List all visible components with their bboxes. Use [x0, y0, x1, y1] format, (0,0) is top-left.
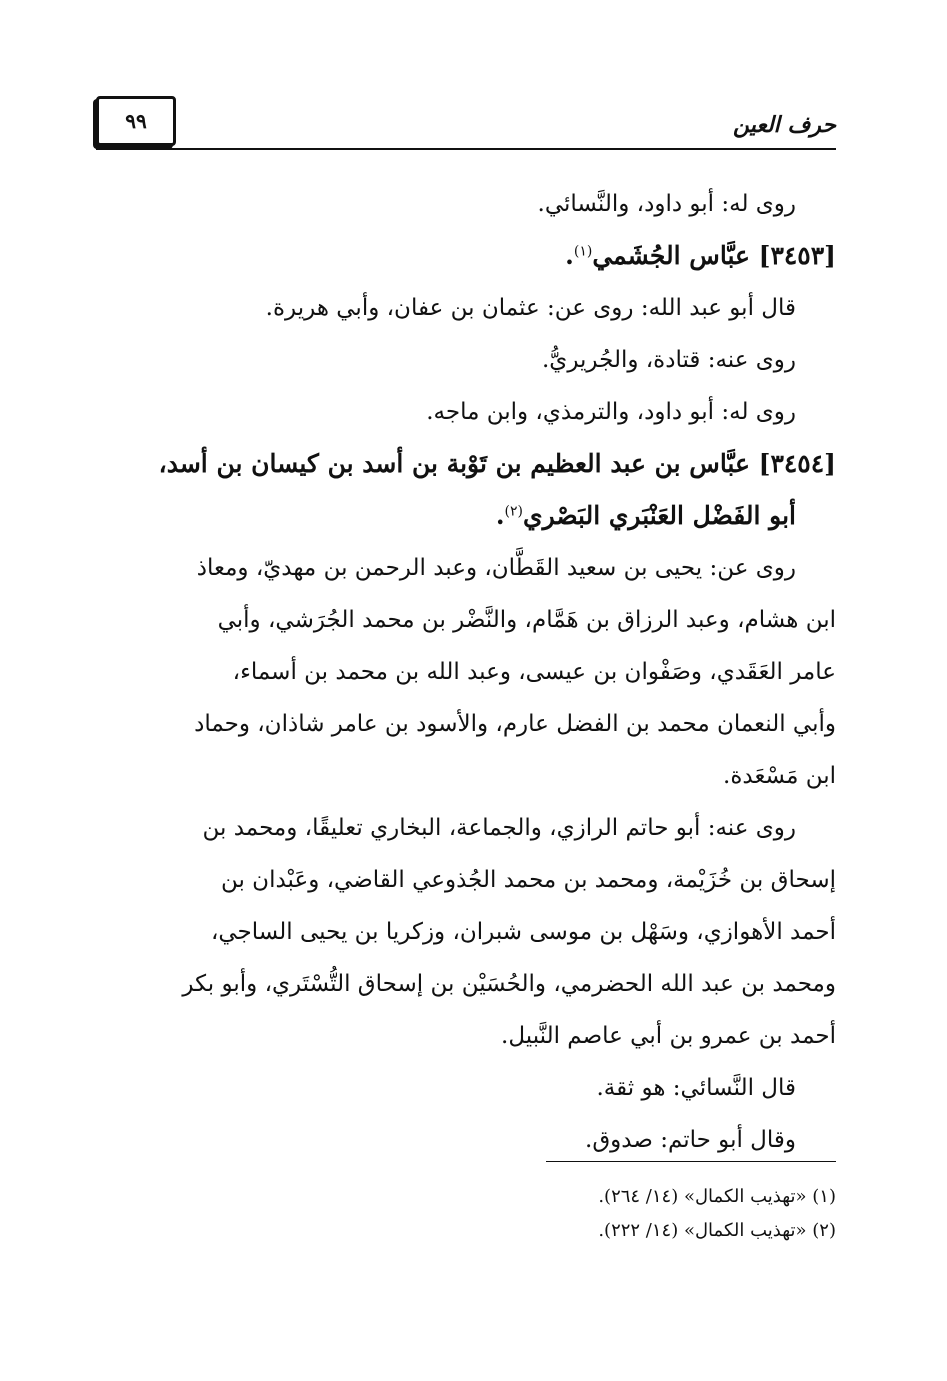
text-line: ومحمد بن عبد الله الحضرمي، والحُسَيْن بن إسحاق التُّسْتَري، وأبو بكر [182, 971, 836, 997]
text-line: إسحاق بن خُزَيْمة، ومحمد بن محمد الجُذوعي القاضي، وعَبْدان بن [220, 867, 836, 893]
entry-title: [٣٤٥٤] عبَّاس بن عبد العظيم بن تَوْبة بن أسد بن كيسان بن أسد، [158, 449, 836, 478]
text-line: قال النَّسائي: هو ثقة. [596, 1075, 796, 1101]
text-line: أحمد بن عمرو بن أبي عاصم النَّبيل. [501, 1023, 836, 1049]
text-line: روى له: أبو داود، والنَّسائي. [537, 191, 796, 217]
footnote-2: (٢) «تهذيب الكمال» (١٤/ ٢٢٢). [598, 1220, 836, 1241]
text-line: روى عنه: قتادة، والجُريريُّ. [542, 347, 796, 373]
page-body [96, 178, 836, 1166]
entry-title: [٣٤٥٣] عبَّاس الجُشَمي [592, 241, 836, 270]
header-rule [96, 148, 836, 150]
entry-title-cont: أبو الفَضْل العَنْبَري البَصْري [523, 501, 796, 530]
footnote-marker: (١) [573, 243, 593, 260]
text-line: وقال أبو حاتم: صدوق. [585, 1127, 796, 1153]
text-line: روى عن: يحيى بن سعيد القَطَّان، وعبد الرحمن بن مهديّ، ومعاذ [196, 555, 796, 581]
text-line: قال أبو عبد الله: روى عن: عثمان بن عفان، وأبي هريرة. [265, 295, 796, 321]
chapter-title: حرف العين [732, 112, 836, 138]
text-line: أحمد الأهوازي، وسَهْل بن موسى شبران، وزكريا بن يحيى الساجي، [210, 919, 836, 945]
entry-heading-3454 [96, 438, 836, 490]
text-line: عامر العَقَدي، وصَفْوان بن عيسى، وعبد الله بن محمد بن أسماء، [232, 659, 836, 685]
text-line: ابن مَسْعَدة. [723, 763, 836, 789]
text-line: روى عنه: أبو حاتم الرازي، والجماعة، البخاري تعليقًا، ومحمد بن [202, 815, 796, 841]
entry-heading-3453 [96, 230, 836, 282]
text-line: ابن هشام، وعبد الرزاق بن هَمَّام، والنَّضْر بن محمد الجُرَشي، وأبي [217, 607, 836, 633]
entry-title-end: . [495, 501, 505, 530]
footnote-rule [546, 1161, 836, 1162]
page-number: ٩٩ [96, 96, 176, 146]
running-header [96, 96, 836, 152]
text-line: روى له: أبو داود، والترمذي، وابن ماجه. [426, 399, 796, 425]
footnote-1: (١) «تهذيب الكمال» (١٤/ ٢٦٤). [598, 1186, 836, 1207]
entry-title-end: . [565, 241, 574, 270]
footnote-marker: (٢) [504, 503, 524, 520]
text-line: وأبي النعمان محمد بن الفضل عارم، والأسود بن عامر شاذان، وحماد [194, 711, 836, 737]
footnotes [336, 1180, 836, 1248]
entry-heading-3454-cont [96, 490, 836, 542]
